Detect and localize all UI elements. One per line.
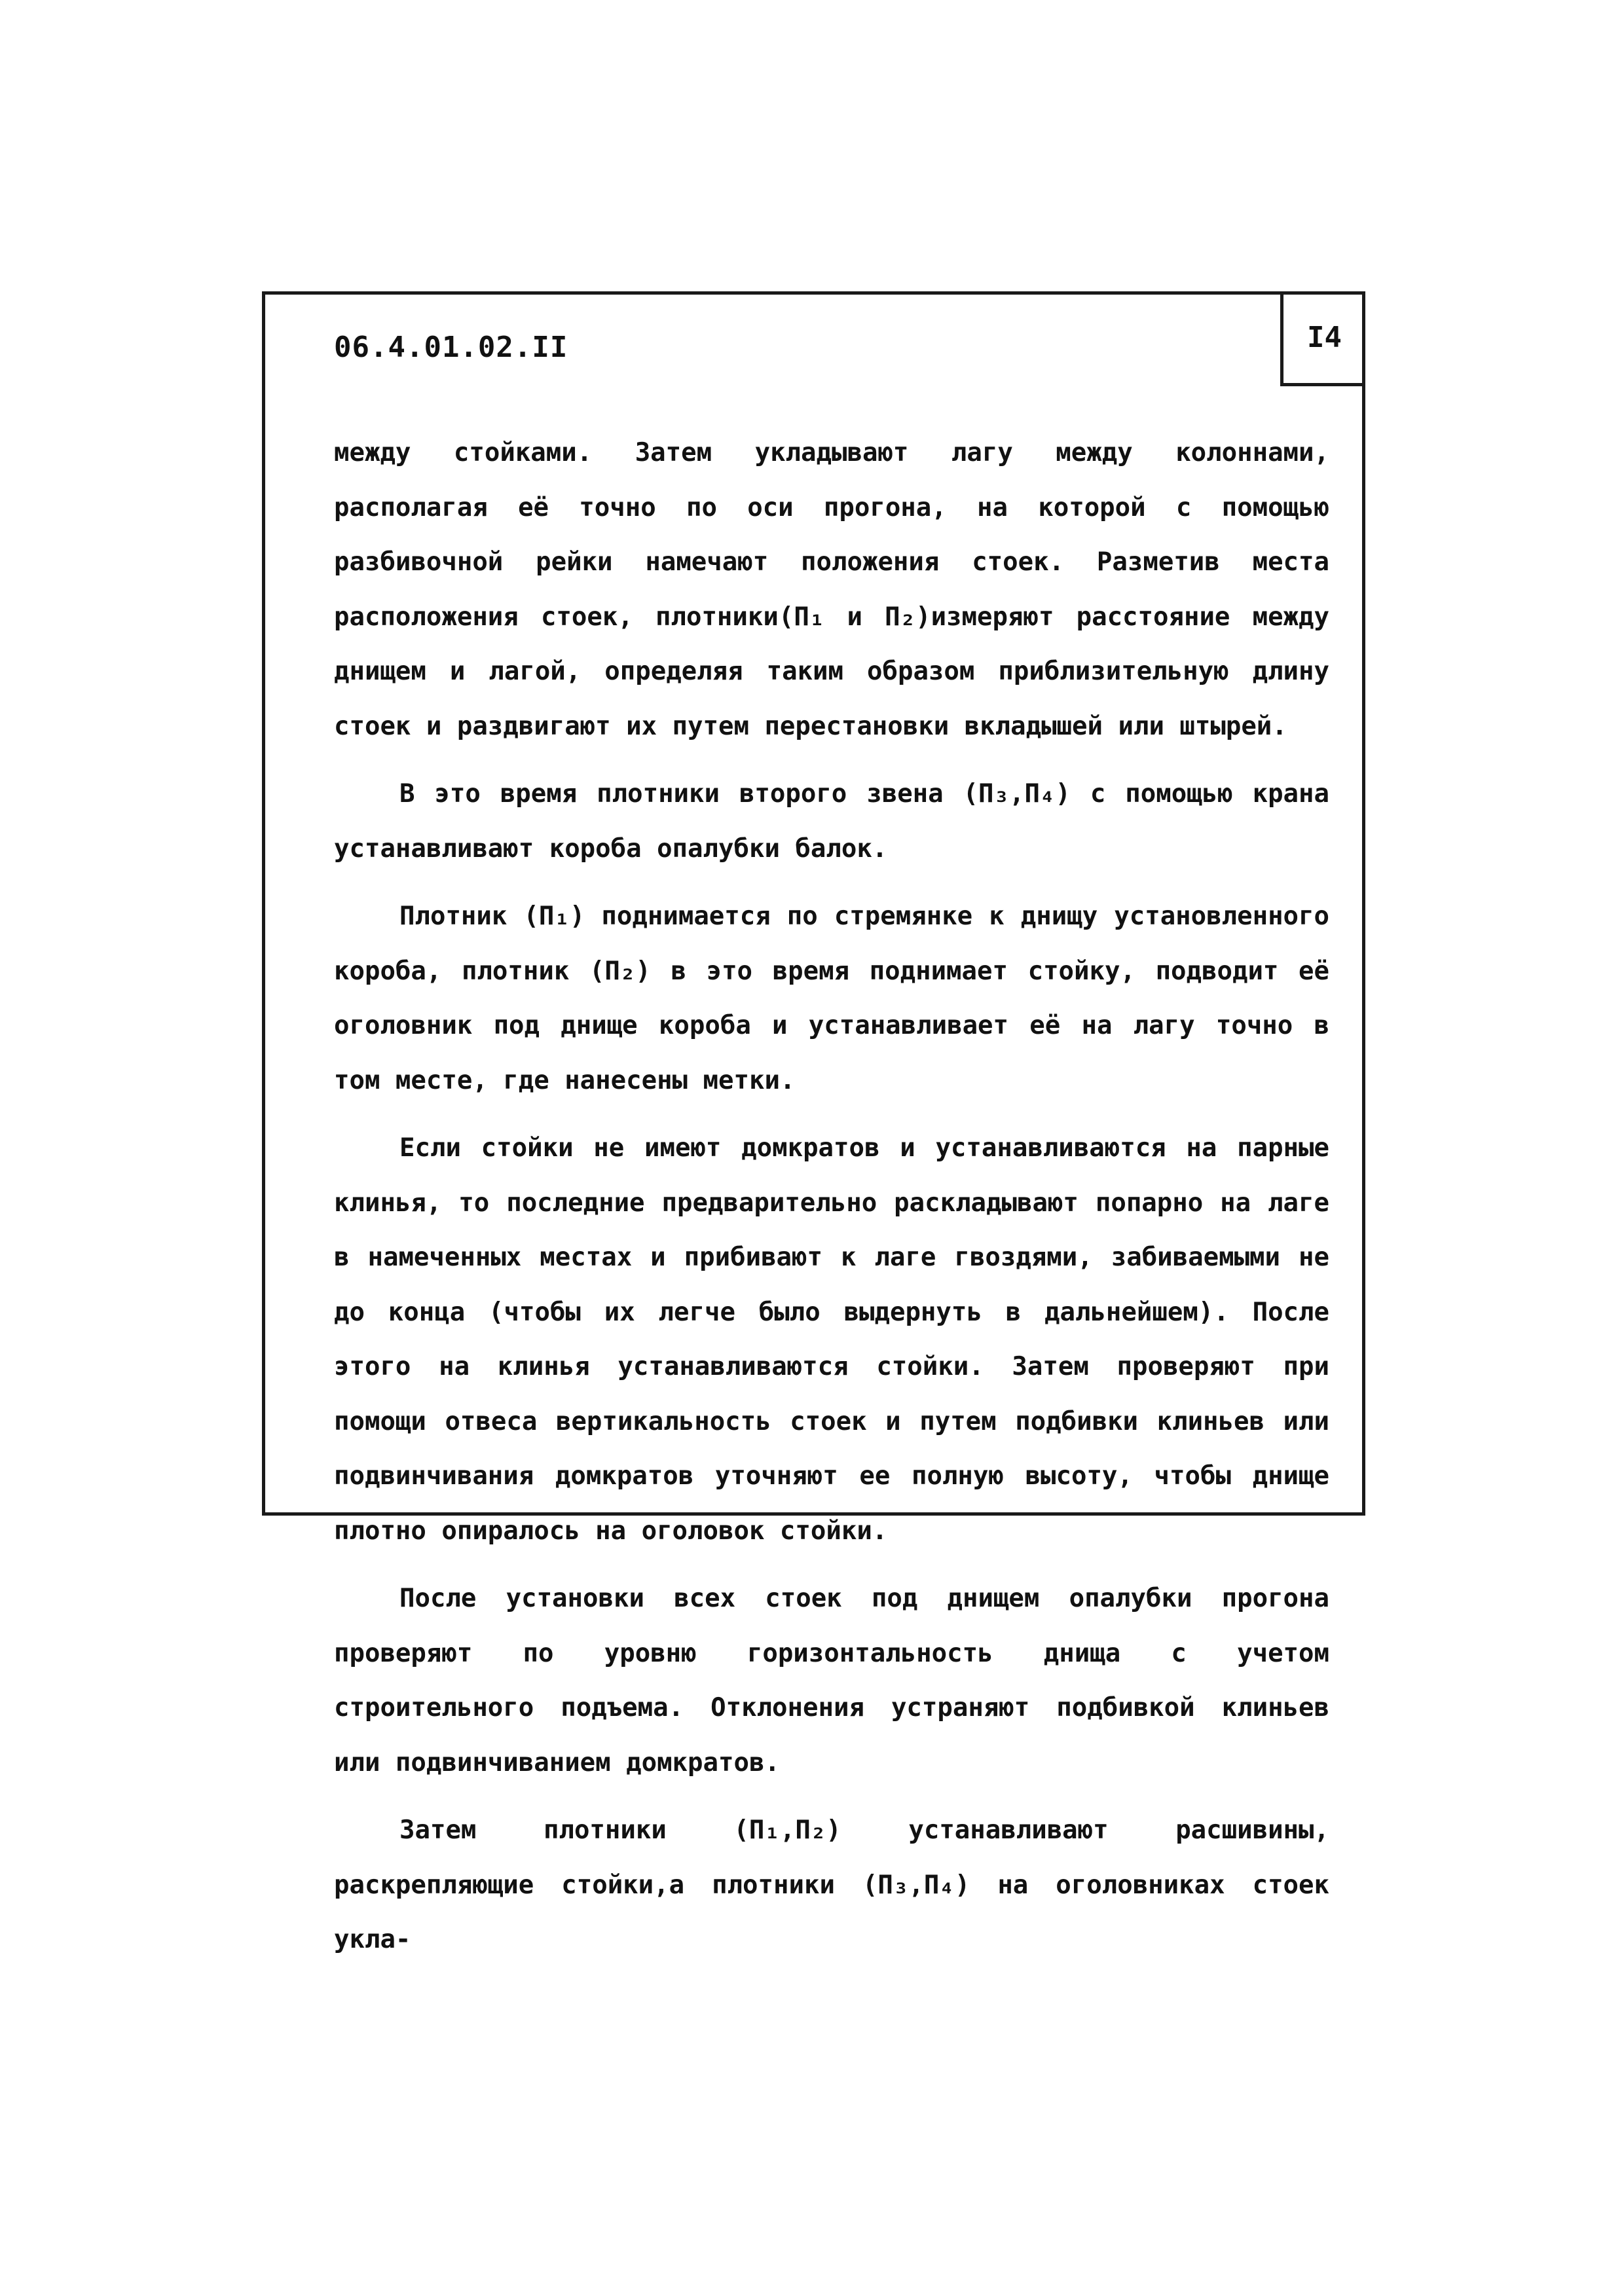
paragraph: В это время плотники второго звена (П₃,П₄) с помощью крана устанавливают короба опалубки балок. — [334, 779, 1329, 864]
page-frame — [262, 291, 1365, 1954]
page-number: I4 — [1307, 320, 1342, 354]
paragraph: Плотник (П₁) поднимается по стремянке к днищу установленного короба, плотник (П₂) в это время поднимает стойку, подводит её оголовник под днище короба и устанавливает её на лагу точно в том месте, где нанесены метки. — [334, 902, 1329, 1095]
body-text — [334, 426, 1329, 1967]
paragraph: Затем плотники (П₁,П₂) устанавливают расшивины, раскрепляющие стойки,а плотники (П₃,П₄) на оголовниках стоек укла- — [334, 1815, 1329, 1954]
paragraph-continuation: между стойками. Затем укладывают лагу между колоннами, располагая её точно по оси прогона, на которой с помощью разбивочной рейки намечают положения стоек. Разметив места расположения стоек, плотники(П₁ и П₂)измеряют расстояние между днищем и лагой, определяя таким образом приблизительную длину стоек и раздвигают их путем перестановки вкладышей или штырей. — [334, 438, 1329, 741]
page-number-box — [1280, 291, 1365, 386]
document-code: 06.4.01.02.II — [334, 331, 568, 364]
paragraph: Если стойки не имеют домкратов и устанавливаются на парные клинья, то последние предварительно раскладывают попарно на лаге в намеченных местах и прибивают к лаге гвоздями, забиваемыми не до конца (чтобы их легче было выдернуть в дальнейшем). После этого на клинья устанавливаются стойки. Затем проверяют при помощи отвеса вертикальность стоек и путем подбивки клиньев или подвинчивания домкратов уточняют ее полную высоту, чтобы днище плотно опиралось на оголовок стойки. — [334, 1133, 1329, 1546]
paragraph: После установки всех стоек под днищем опалубки прогона проверяют по уровню горизонтальность днища с учетом строительного подъема. Отклонения устраняют подбивкой клиньев или подвинчиванием домкратов. — [334, 1584, 1329, 1777]
